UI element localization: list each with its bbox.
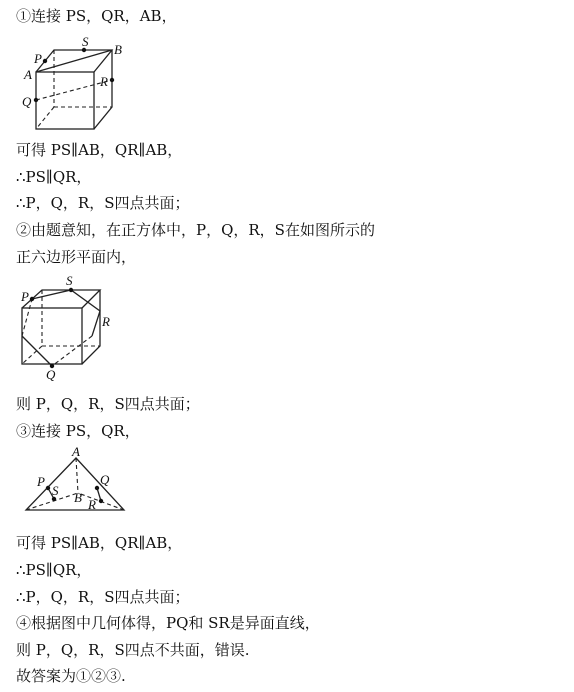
point-p (30, 297, 34, 301)
step4-conclusion: 则 P，Q，R，S四点不共面，错误. (16, 641, 250, 659)
final-answer: 故答案为①②③. (16, 667, 126, 685)
step3-therefore2: ∴P，Q，R，S四点共面； (16, 588, 190, 606)
label-r: R (102, 314, 110, 329)
label-b: B (114, 42, 122, 57)
cube-figure-1 (18, 36, 128, 136)
label-q: Q (22, 94, 32, 109)
label-q: Q (100, 472, 110, 487)
label-s: S (66, 273, 73, 288)
point-s (69, 288, 73, 292)
step1-therefore1: ∴PS∥QR， (16, 168, 92, 186)
label-p: P (34, 51, 42, 66)
label-b: B (74, 490, 82, 505)
step2-line: ②由题意知，在正方体中，P，Q，R，S在如图所示的 (16, 221, 375, 239)
label-r: R (88, 497, 96, 512)
point-q (34, 98, 38, 102)
label-p: P (37, 474, 45, 489)
label-a: A (24, 67, 32, 82)
step1-line: ①连接 PS，QR，AB， (16, 7, 177, 25)
point-p (46, 486, 50, 490)
step1-therefore2: ∴P，Q，R，S四点共面； (16, 194, 190, 212)
step4-line: ④根据图中几何体得，PQ和 SR是异面直线， (16, 614, 320, 632)
label-s: S (52, 483, 59, 498)
step3-line: ③连接 PS，QR， (16, 422, 140, 440)
step1-parallel: 可得 PS∥AB，QR∥AB， (16, 141, 183, 159)
step2-conclusion: 则 P，Q，R，S四点共面； (16, 395, 200, 413)
step3-parallel: 可得 PS∥AB，QR∥AB， (16, 534, 183, 552)
point-p (43, 59, 47, 63)
step3-therefore1: ∴PS∥QR， (16, 561, 92, 579)
point-r (110, 78, 114, 82)
label-a: A (72, 444, 80, 459)
point-q (95, 486, 99, 490)
tetrahedron-figure (20, 446, 130, 518)
step2-line2: 正六边形平面内， (16, 248, 137, 266)
label-r: R (100, 74, 108, 89)
label-q: Q (46, 367, 56, 382)
cube-figure-2 (14, 273, 124, 388)
point-r (99, 499, 103, 503)
label-p: P (21, 289, 29, 304)
label-s: S (82, 34, 89, 49)
